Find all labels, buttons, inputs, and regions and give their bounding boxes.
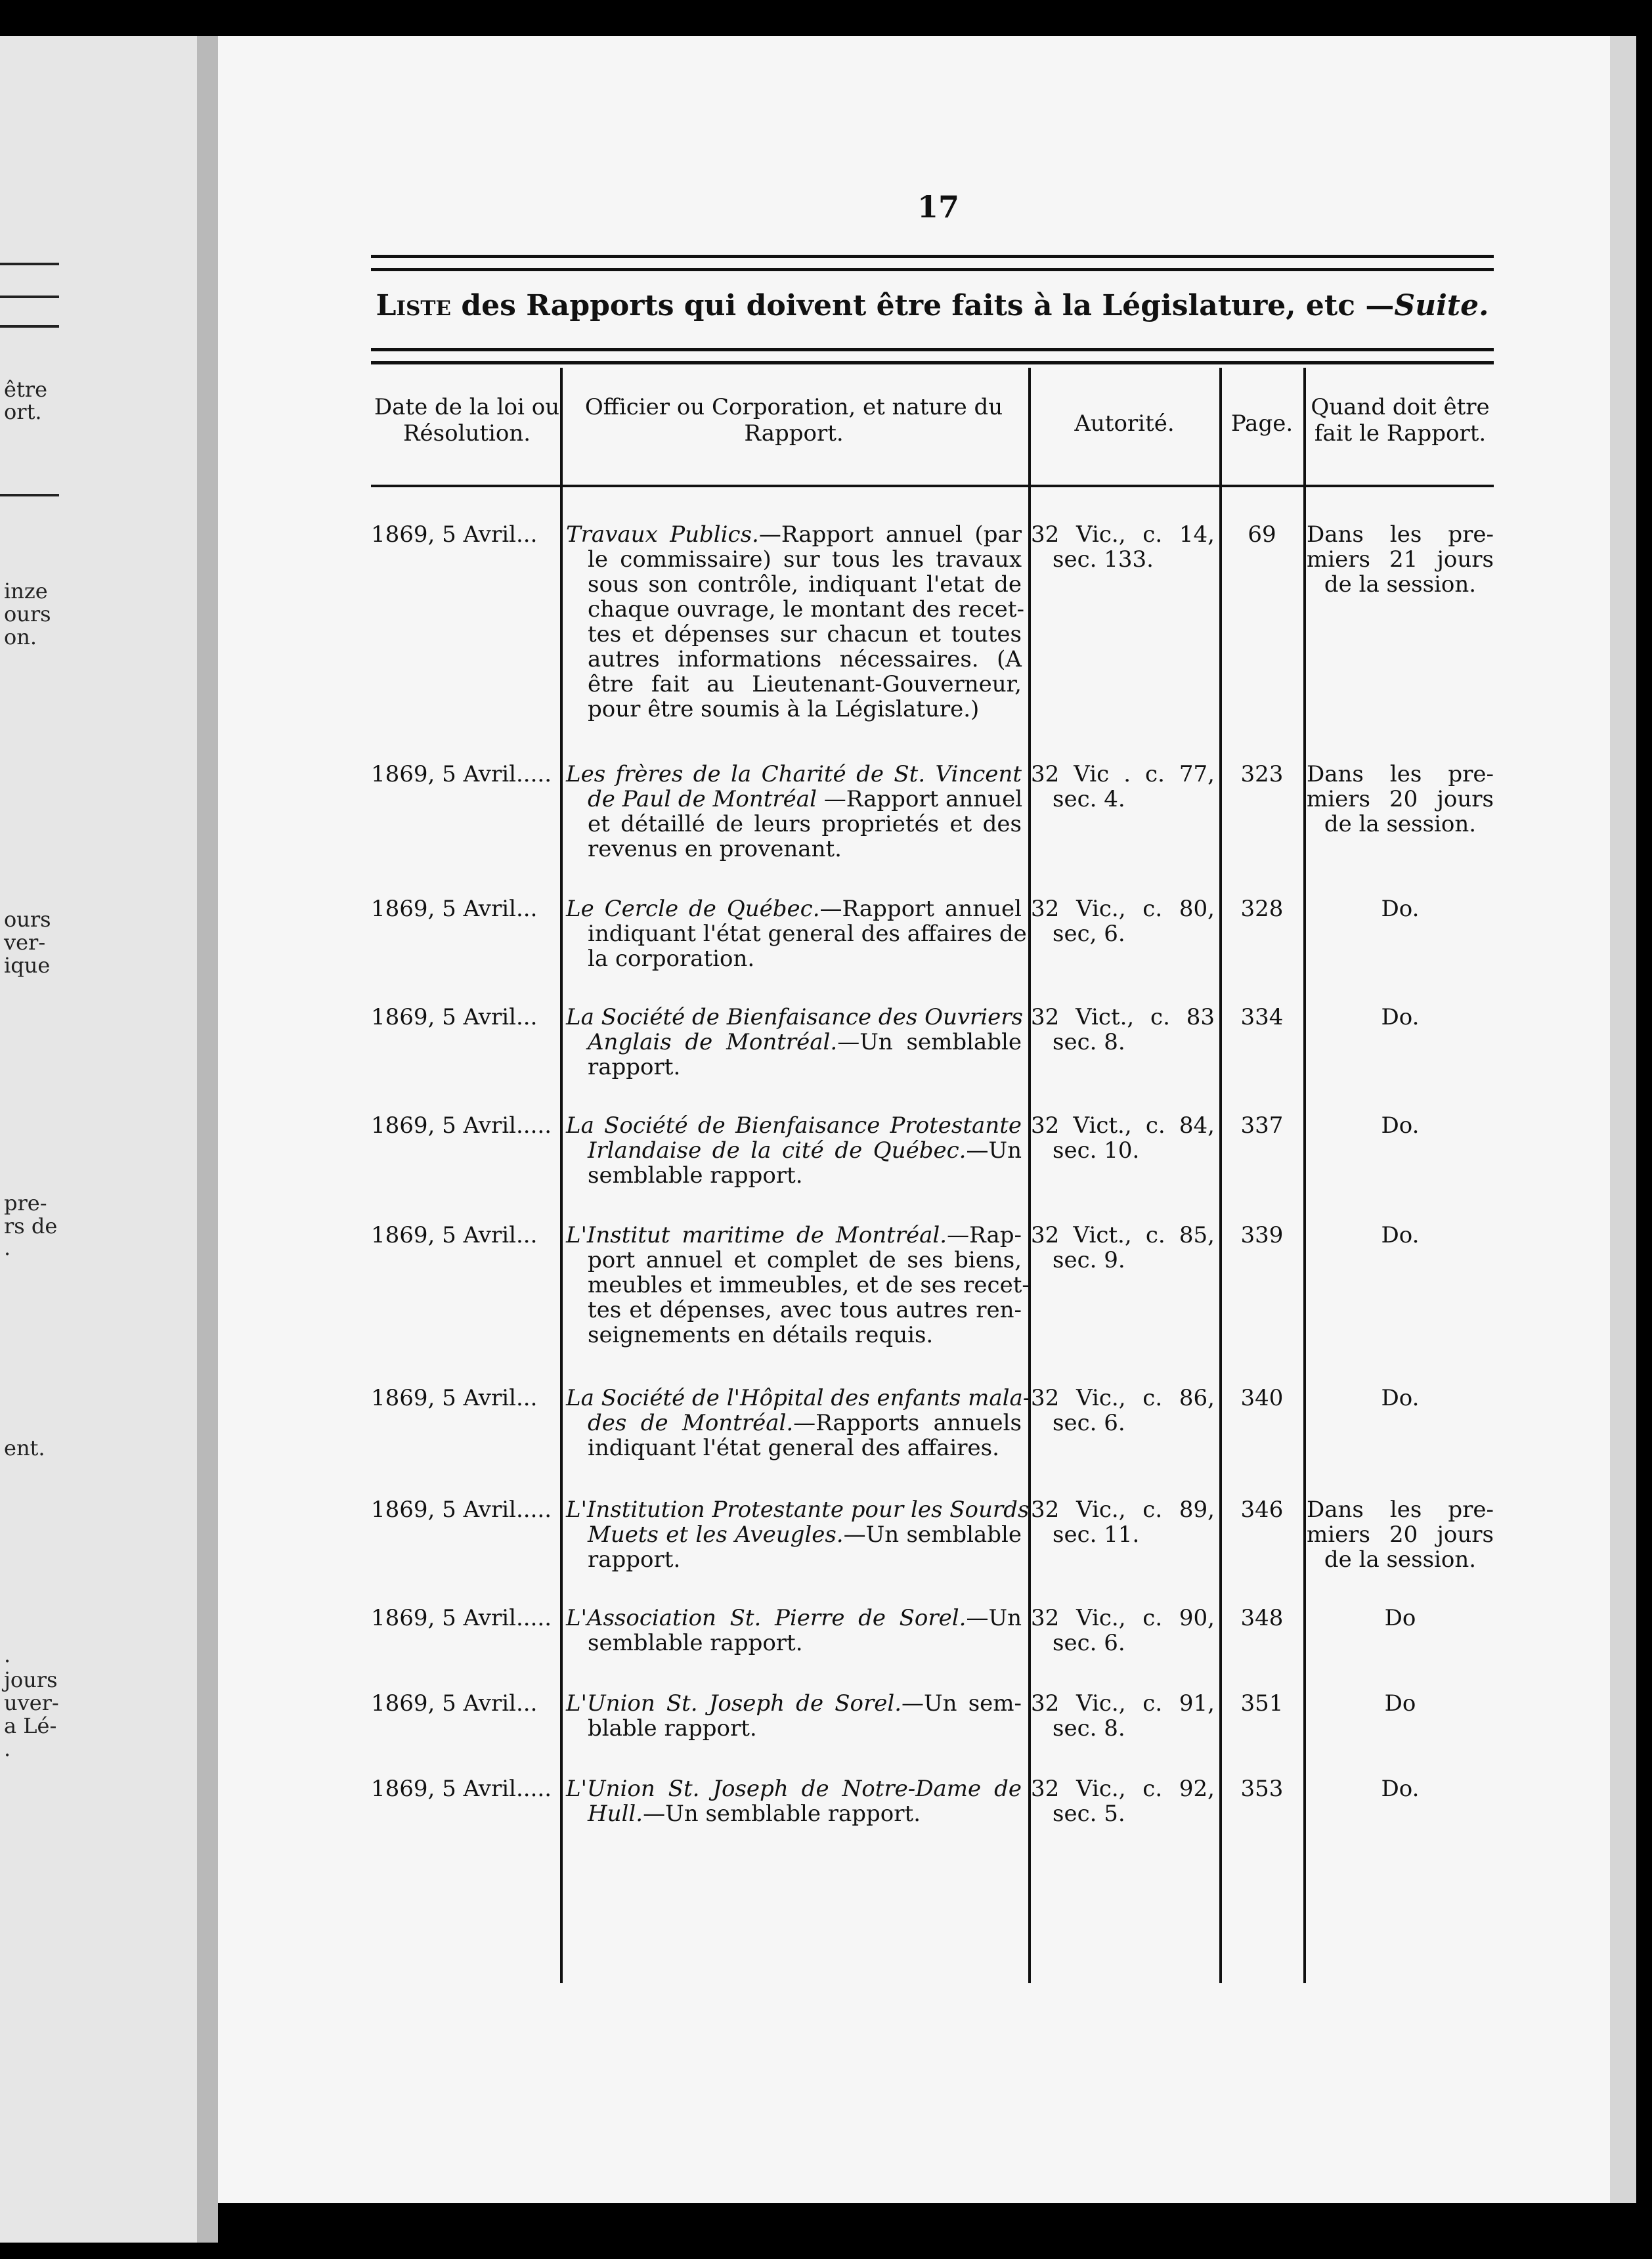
officier-line: être fait au Lieutenant-Gouverneur,	[588, 671, 1022, 697]
officier-line: le commissaire) sur tous les travaux	[588, 546, 1022, 573]
row-page: 348	[1240, 1605, 1284, 1631]
column-divider	[1028, 368, 1031, 1983]
facing-page-rule	[0, 263, 59, 265]
title-liste: Liste	[376, 289, 452, 322]
header-officier-line: Rapport.	[744, 420, 844, 447]
row-autorite: 32 Vict., c. 85, sec. 9.	[1031, 1222, 1215, 1273]
facing-page-text: on.	[4, 625, 37, 649]
header-quand-line: fait le Rapport.	[1314, 420, 1487, 447]
officier-line: tes et dépenses sur chacun et toutes	[588, 621, 1022, 647]
facing-page-text: rs de	[4, 1214, 58, 1239]
row-officier	[566, 1222, 1030, 1348]
column-divider	[1219, 368, 1222, 1983]
officier-line: Irlandaise de la cité de Québec.—Un	[588, 1137, 1022, 1164]
officier-line: sous son contrôle, indiquant l'etat de	[588, 571, 1022, 598]
officier-line: L'Union St. Joseph de Notre-Dame de	[566, 1776, 1022, 1802]
officier-line: meubles et immeubles, et de ses recet-	[588, 1272, 1030, 1298]
row-date: 1869, 5 Avril.....	[371, 761, 552, 787]
officier-line: blable rapport.	[588, 1715, 757, 1742]
officier-line: semblable rapport.	[588, 1630, 803, 1656]
header-rule	[371, 485, 1494, 487]
officier-line: Hull.—Un semblable rapport.	[588, 1801, 921, 1827]
row-quand: Dans les pre- miers 21 jours de la session.	[1307, 521, 1494, 598]
facing-page-text: inze	[4, 579, 48, 603]
officier-line: indiquant l'état general des affaires.	[588, 1435, 999, 1461]
officier-line: la corporation.	[588, 946, 755, 972]
facing-page-rule	[0, 296, 59, 298]
row-page: 328	[1240, 896, 1284, 922]
row-autorite: 32 Vic., c. 80, sec, 6.	[1031, 896, 1215, 947]
row-autorite: 32 Vic., c. 92, sec. 5.	[1031, 1776, 1215, 1827]
facing-page-text: ent.	[4, 1436, 45, 1460]
row-officier	[566, 896, 1027, 972]
row-date: 1869, 5 Avril...	[371, 1004, 538, 1030]
row-officier	[566, 762, 1022, 862]
row-autorite: 32 Vict., c. 84, sec. 10.	[1031, 1112, 1215, 1164]
row-quand: Do.	[1381, 896, 1420, 922]
header-page: Page.	[1230, 410, 1293, 437]
row-date: 1869, 5 Avril.....	[371, 1605, 552, 1631]
row-date: 1869, 5 Avril...	[371, 896, 538, 922]
row-officier	[566, 1776, 1022, 1826]
officier-line: de Paul de Montréal —Rapport annuel	[588, 786, 1023, 812]
facing-page-text: ort.	[4, 399, 42, 424]
officier-line: et détaillé de leurs proprietés et des	[588, 811, 1022, 837]
officier-line: chaque ouvrage, le montant des recet-	[588, 596, 1024, 623]
facing-page-rule	[0, 494, 59, 496]
page-edge	[1610, 36, 1636, 2203]
officier-line: Anglais de Montréal.—Un semblable	[588, 1029, 1022, 1055]
facing-page-text: ours	[4, 907, 51, 932]
row-page: 340	[1240, 1385, 1284, 1411]
officier-line: rapport.	[588, 1054, 681, 1080]
row-page: 339	[1240, 1222, 1284, 1248]
row-autorite: 32 Vic., c. 86, sec. 6.	[1031, 1385, 1215, 1436]
officier-line: L'Union St. Joseph de Sorel.—Un sem-	[566, 1690, 1022, 1717]
officier-line: autres informations nécessaires. (A	[588, 646, 1022, 672]
row-page: 353	[1240, 1776, 1284, 1802]
header-quand-line: Quand doit être	[1311, 394, 1490, 420]
row-officier	[566, 1113, 1022, 1188]
header-date-line: Date de la loi ou	[374, 394, 560, 420]
row-date: 1869, 5 Avril.....	[371, 1497, 552, 1523]
title-suite: Suite.	[1394, 289, 1489, 322]
title-main: des Rapports qui doivent être faits à la Législature, etc —	[451, 289, 1395, 322]
column-divider	[1303, 368, 1306, 1983]
officier-line: indiquant l'état general des affaires de	[588, 921, 1027, 947]
officier-line: des de Montréal.—Rapports annuels	[588, 1410, 1022, 1436]
row-page: 337	[1240, 1112, 1284, 1139]
row-quand: Do.	[1381, 1222, 1420, 1248]
facing-page-text: jours	[4, 1667, 58, 1692]
row-quand: Do.	[1381, 1004, 1420, 1030]
row-officier	[566, 1005, 1022, 1080]
row-date: 1869, 5 Avril.....	[371, 1776, 552, 1802]
row-date: 1869, 5 Avril...	[371, 1385, 538, 1411]
row-officier	[566, 1385, 1031, 1461]
facing-page-text: uver-	[4, 1690, 59, 1715]
header-autorite: Autorité.	[1074, 410, 1175, 437]
row-autorite: 32 Vic., c. 90, sec. 6.	[1031, 1605, 1215, 1656]
facing-page-text: .	[4, 1235, 11, 1260]
row-officier	[566, 1497, 1030, 1573]
officier-line: La Société de l'Hôpital des enfants mala-	[566, 1385, 1031, 1411]
officier-line: Travaux Publics.—Rapport annuel (par	[566, 521, 1022, 548]
row-quand: Do.	[1381, 1776, 1420, 1802]
row-date: 1869, 5 Avril.....	[371, 1112, 552, 1139]
row-quand: Do	[1384, 1605, 1416, 1631]
officier-line: revenus en provenant.	[588, 836, 842, 862]
row-date: 1869, 5 Avril...	[371, 1690, 538, 1717]
facing-page-rule	[0, 325, 59, 328]
row-officier	[566, 522, 1022, 722]
officier-line: La Société de Bienfaisance Protestante	[566, 1112, 1022, 1139]
officier-line: seignements en détails requis.	[588, 1322, 934, 1348]
officier-line: Le Cercle de Québec.—Rapport annuel	[566, 896, 1022, 922]
row-quand: Do	[1384, 1690, 1416, 1717]
officier-line: Les frères de la Charité de St. Vincent	[566, 761, 1022, 787]
page-number: 17	[917, 189, 960, 225]
row-autorite: 32 Vic., c. 91, sec. 8.	[1031, 1690, 1215, 1742]
header-date-line: Résolution.	[402, 420, 531, 447]
header-officier-line: Officier ou Corporation, et nature du	[584, 394, 1003, 420]
page-title	[368, 289, 1497, 322]
row-autorite: 32 Vic., c. 89, sec. 11.	[1031, 1497, 1215, 1548]
officier-line: L'Institut maritime de Montréal.—Rap-	[566, 1222, 1022, 1248]
officier-line: L'Institution Protestante pour les Sourds	[566, 1497, 1030, 1523]
officier-line: pour être soumis à la Législature.)	[588, 696, 980, 722]
title-bottom-rule	[371, 348, 1494, 364]
row-date: 1869, 5 Avril...	[371, 521, 538, 548]
facing-page-text: ours	[4, 602, 51, 626]
facing-page-text: a Lé-	[4, 1713, 57, 1738]
row-quand: Do.	[1381, 1112, 1420, 1139]
row-autorite: 32 Vic., c. 14, sec. 133.	[1031, 521, 1215, 573]
row-officier	[566, 1691, 1022, 1741]
column-divider	[560, 368, 563, 1983]
row-quand: Do.	[1381, 1385, 1420, 1411]
row-quand: Dans les pre- miers 20 jours de la session.	[1307, 761, 1494, 837]
row-page: 69	[1248, 521, 1276, 548]
officier-line: rapport.	[588, 1546, 681, 1573]
row-page: 323	[1240, 761, 1284, 787]
row-page: 351	[1240, 1690, 1284, 1717]
officier-line: port annuel et complet de ses biens,	[588, 1247, 1022, 1273]
officier-line: La Société de Bienfaisance des Ouvriers	[566, 1004, 1024, 1030]
header-quand	[1307, 394, 1494, 447]
facing-page-text: ique	[4, 953, 51, 978]
page-gutter	[197, 36, 218, 2243]
row-officier	[566, 1606, 1022, 1656]
row-autorite: 32 Vic . c. 77, sec. 4.	[1031, 761, 1215, 812]
officier-line: semblable rapport.	[588, 1162, 803, 1189]
row-autorite: 32 Vict., c. 83 sec. 8.	[1031, 1004, 1215, 1055]
officier-line: L'Association St. Pierre de Sorel.—Un	[566, 1605, 1022, 1631]
facing-page-fragment	[0, 36, 197, 2243]
facing-page-text: .	[4, 1642, 11, 1667]
officier-line: tes et dépenses, avec tous autres ren-	[588, 1297, 1022, 1323]
facing-page-text: pre-	[4, 1191, 47, 1216]
header-date	[371, 394, 563, 447]
row-quand: Dans les pre- miers 20 jours de la session.	[1307, 1497, 1494, 1573]
header-officier	[566, 394, 1022, 447]
row-page: 334	[1240, 1004, 1284, 1030]
facing-page-text: ver-	[4, 930, 46, 955]
facing-page-text: .	[4, 1736, 11, 1761]
facing-page-text: être	[4, 377, 48, 402]
officier-line: Muets et les Aveugles.—Un semblable	[588, 1522, 1022, 1548]
row-date: 1869, 5 Avril...	[371, 1222, 538, 1248]
title-top-rule	[371, 255, 1494, 271]
row-page: 346	[1240, 1497, 1284, 1523]
